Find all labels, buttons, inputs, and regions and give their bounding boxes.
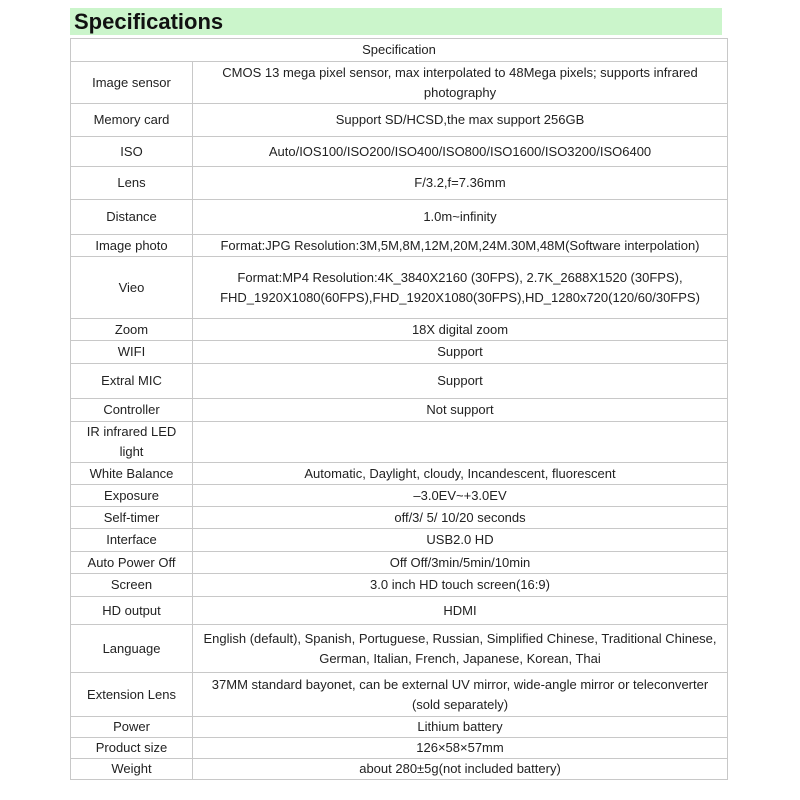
table-row (71, 463, 728, 485)
row-value: Not support (193, 399, 728, 422)
table-row (71, 341, 728, 364)
table-row (71, 507, 728, 529)
row-label: Screen (71, 574, 193, 597)
row-value: –3.0EV~+3.0EV (193, 485, 728, 507)
row-label: Memory card (71, 104, 193, 137)
page-title: Specifications (74, 9, 224, 34)
row-value: Support (193, 364, 728, 399)
table-row (71, 235, 728, 257)
row-value: 18X digital zoom (193, 319, 728, 341)
table-row (71, 422, 728, 463)
row-value (193, 422, 728, 463)
table-row (71, 137, 728, 167)
row-value: Automatic, Daylight, cloudy, Incandescent, fluorescent (193, 463, 728, 485)
table-row (71, 319, 728, 341)
row-label: Extension Lens (71, 673, 193, 717)
row-value: Support SD/HCSD,the max support 256GB (193, 104, 728, 137)
table-row (71, 62, 728, 104)
table-row (71, 673, 728, 717)
spec-table (70, 38, 728, 780)
row-value: Off Off/3min/5min/10min (193, 552, 728, 574)
table-row (71, 104, 728, 137)
row-label: WIFI (71, 341, 193, 364)
row-label: ISO (71, 137, 193, 167)
row-label: Extral MIC (71, 364, 193, 399)
row-label: Vieo (71, 257, 193, 319)
table-row (71, 257, 728, 319)
row-label: Distance (71, 200, 193, 235)
row-value: F/3.2,f=7.36mm (193, 167, 728, 200)
table-row (71, 200, 728, 235)
row-label: Image photo (71, 235, 193, 257)
row-label: Weight (71, 759, 193, 780)
table-row (71, 485, 728, 507)
row-value: HDMI (193, 597, 728, 625)
row-value: CMOS 13 mega pixel sensor, max interpolated to 48Mega pixels; supports infrared photography (193, 62, 728, 104)
table-row (71, 597, 728, 625)
row-label: Exposure (71, 485, 193, 507)
row-label: Lens (71, 167, 193, 200)
row-label: White Balance (71, 463, 193, 485)
row-label: Product size (71, 738, 193, 759)
row-value: English (default), Spanish, Portuguese, Russian, Simplified Chinese, Traditional Chinese, German, Italian, French, Japanese, Korean, Thai (193, 625, 728, 673)
table-header-row (71, 39, 728, 62)
table-row (71, 364, 728, 399)
row-value: 3.0 inch HD touch screen(16:9) (193, 574, 728, 597)
row-label: Interface (71, 529, 193, 552)
row-value: Lithium battery (193, 717, 728, 738)
table-row (71, 625, 728, 673)
table-row (71, 717, 728, 738)
heading-bar (70, 8, 722, 35)
row-value: 126×58×57mm (193, 738, 728, 759)
table-row (71, 552, 728, 574)
table-header-cell: Specification (71, 39, 728, 62)
row-label: IR infrared LED light (71, 422, 193, 463)
table-row (71, 759, 728, 780)
row-value: 1.0m~infinity (193, 200, 728, 235)
row-label: Auto Power Off (71, 552, 193, 574)
table-row (71, 529, 728, 552)
row-label: Zoom (71, 319, 193, 341)
table-row (71, 399, 728, 422)
row-label: Self-timer (71, 507, 193, 529)
row-label: Controller (71, 399, 193, 422)
row-value: 37MM standard bayonet, can be external UV mirror, wide-angle mirror or teleconverter (sold separately) (193, 673, 728, 717)
row-value: USB2.0 HD (193, 529, 728, 552)
table-row (71, 167, 728, 200)
row-value: Auto/IOS100/ISO200/ISO400/ISO800/ISO1600/ISO3200/ISO6400 (193, 137, 728, 167)
row-label: Language (71, 625, 193, 673)
row-value: off/3/ 5/ 10/20 seconds (193, 507, 728, 529)
row-value: about 280±5g(not included battery) (193, 759, 728, 780)
row-value: Support (193, 341, 728, 364)
row-label: Image sensor (71, 62, 193, 104)
table-row (71, 738, 728, 759)
row-label: Power (71, 717, 193, 738)
row-value: Format:JPG Resolution:3M,5M,8M,12M,20M,24M.30M,48M(Software interpolation) (193, 235, 728, 257)
row-value: Format:MP4 Resolution:4K_3840X2160 (30FPS), 2.7K_2688X1520 (30FPS), FHD_1920X1080(60FPS),FHD_1920X1080(30FPS),HD_1280x720(120/60/30FPS) (193, 257, 728, 319)
row-label: HD output (71, 597, 193, 625)
table-row (71, 574, 728, 597)
